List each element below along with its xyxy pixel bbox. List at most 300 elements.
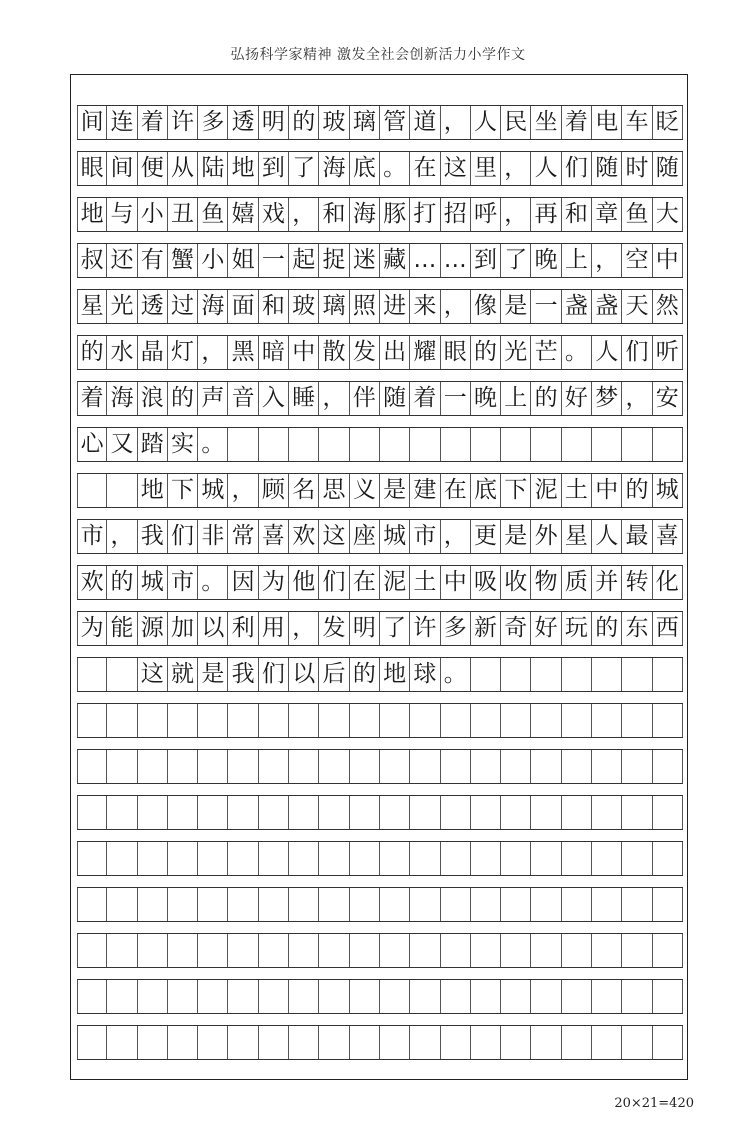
- grid-cell: [198, 704, 228, 737]
- grid-cell: [622, 934, 652, 967]
- grid-cell: [228, 980, 258, 1013]
- grid-cell: 能: [107, 612, 137, 645]
- grid-cell: [350, 1026, 380, 1059]
- grid-cell: [471, 658, 501, 691]
- grid-cell: [410, 934, 440, 967]
- grid-cell: [531, 428, 561, 461]
- grid-cell: [471, 934, 501, 967]
- grid-cell: 晚: [471, 382, 501, 415]
- grid-cell: 最: [622, 520, 652, 553]
- grid-cell: [168, 750, 198, 783]
- grid-cell: [259, 842, 289, 875]
- grid-cell: [77, 934, 107, 967]
- grid-cell: [471, 704, 501, 737]
- grid-cell: 眼: [77, 152, 107, 185]
- grid-cell: 透: [228, 106, 258, 139]
- grid-cell: 奇: [501, 612, 531, 645]
- grid-cell: 物: [531, 566, 561, 599]
- grid-cell: 星: [562, 520, 592, 553]
- grid-cell: 喜: [653, 520, 683, 553]
- grid-cell: [138, 1026, 168, 1059]
- grid-cell: 出: [380, 336, 410, 369]
- grid-cell: [107, 980, 137, 1013]
- grid-cell: 他: [289, 566, 319, 599]
- grid-cell: 是: [501, 520, 531, 553]
- grid-cell: [259, 1026, 289, 1059]
- grid-cell: [350, 980, 380, 1013]
- grid-cell: ，: [501, 198, 531, 231]
- grid-cell: [380, 842, 410, 875]
- grid-cell: 耀: [410, 336, 440, 369]
- grid-cell: [198, 980, 228, 1013]
- grid-cell: 地: [138, 474, 168, 507]
- grid-cell: 与: [107, 198, 137, 231]
- grid-cell: 水: [107, 336, 137, 369]
- grid-cell: 城: [138, 566, 168, 599]
- grid-cell: 上: [562, 244, 592, 277]
- grid-cell: 蟹: [168, 244, 198, 277]
- grid-row: [77, 749, 683, 784]
- grid-cell: [107, 796, 137, 829]
- grid-cell: 上: [501, 382, 531, 415]
- grid-cell: [380, 428, 410, 461]
- grid-cell: [501, 934, 531, 967]
- grid-cell: [380, 934, 410, 967]
- grid-cell: [198, 934, 228, 967]
- grid-cell: [350, 796, 380, 829]
- grid-cell: 安: [653, 382, 683, 415]
- grid-cell: [562, 796, 592, 829]
- grid-cell: [592, 980, 622, 1013]
- grid-cell: 呼: [471, 198, 501, 231]
- grid-cell: 到: [471, 244, 501, 277]
- grid-cell: [138, 888, 168, 921]
- grid-cell: [622, 750, 652, 783]
- grid-cell: 来: [410, 290, 440, 323]
- grid-cell: [653, 934, 683, 967]
- grid-cell: 海: [198, 290, 228, 323]
- grid-cell: [107, 750, 137, 783]
- grid-cell: [410, 888, 440, 921]
- grid-cell: 嬉: [228, 198, 258, 231]
- grid-cell: 我: [138, 520, 168, 553]
- grid-cell: [501, 980, 531, 1013]
- grid-cell: 为: [259, 566, 289, 599]
- grid-cell: 实: [168, 428, 198, 461]
- grid-cell: 底: [471, 474, 501, 507]
- grid-cell: 质: [562, 566, 592, 599]
- grid-cell: 以: [289, 658, 319, 691]
- grid-cell: 小: [198, 244, 228, 277]
- grid-cell: 星: [77, 290, 107, 323]
- grid-cell: 随: [653, 152, 683, 185]
- grid-cell: 们: [259, 658, 289, 691]
- grid-cell: [410, 1026, 440, 1059]
- grid-cell: [562, 888, 592, 921]
- grid-cell: [319, 888, 349, 921]
- grid-cell: 常: [228, 520, 258, 553]
- grid-cell: 许: [410, 612, 440, 645]
- grid-cell: [259, 796, 289, 829]
- grid-cell: 光: [501, 336, 531, 369]
- grid-cell: …: [441, 244, 471, 277]
- grid-cell: [138, 750, 168, 783]
- grid-cell: 的: [289, 106, 319, 139]
- grid-row: [77, 887, 683, 922]
- grid-cell: 许: [168, 106, 198, 139]
- grid-cell: [107, 658, 137, 691]
- grid-cell: 海: [107, 382, 137, 415]
- grid-cell: [653, 1026, 683, 1059]
- grid-cell: 的: [350, 658, 380, 691]
- grid-cell: 的: [77, 336, 107, 369]
- grid-cell: [77, 1026, 107, 1059]
- grid-cell: 面: [228, 290, 258, 323]
- grid-cell: [441, 980, 471, 1013]
- grid-cell: [289, 750, 319, 783]
- grid-cell: [531, 934, 561, 967]
- grid-cell: [531, 980, 561, 1013]
- grid-cell: [410, 842, 440, 875]
- grid-cell: [228, 934, 258, 967]
- grid-cell: 市: [77, 520, 107, 553]
- grid-cell: [471, 1026, 501, 1059]
- grid-cell: 更: [471, 520, 501, 553]
- grid-cell: 非: [198, 520, 228, 553]
- grid-cell: 时: [622, 152, 652, 185]
- grid-cell: [410, 980, 440, 1013]
- grid-cell: [168, 888, 198, 921]
- grid-cell: [289, 704, 319, 737]
- grid-cell: 发: [350, 336, 380, 369]
- grid-cell: [228, 842, 258, 875]
- grid-cell: 眨: [653, 106, 683, 139]
- grid-row: [77, 611, 683, 646]
- grid-cell: [441, 796, 471, 829]
- grid-cell: 海: [350, 198, 380, 231]
- grid-cell: 市: [168, 566, 198, 599]
- grid-cell: [592, 842, 622, 875]
- grid-cell: 这: [441, 152, 471, 185]
- grid-row: [77, 657, 683, 692]
- grid-cell: 进: [380, 290, 410, 323]
- grid-cell: 明: [259, 106, 289, 139]
- grid-cell: 晶: [138, 336, 168, 369]
- grid-cell: 照: [350, 290, 380, 323]
- grid-cell: 随: [380, 382, 410, 415]
- grid-cell: [107, 474, 137, 507]
- grid-cell: [319, 704, 349, 737]
- grid-cell: 章: [592, 198, 622, 231]
- grid-cell: 叔: [77, 244, 107, 277]
- grid-cell: 然: [653, 290, 683, 323]
- grid-cell: [350, 934, 380, 967]
- grid-cell: 并: [592, 566, 622, 599]
- grid-cell: [138, 934, 168, 967]
- grid-cell: 着: [138, 106, 168, 139]
- grid-cell: 散: [319, 336, 349, 369]
- grid-cell: 了: [289, 152, 319, 185]
- grid-cell: [380, 750, 410, 783]
- grid-cell: [350, 842, 380, 875]
- grid-cell: [77, 750, 107, 783]
- grid-cell: [289, 1026, 319, 1059]
- grid-row: [77, 979, 683, 1014]
- grid-cell: 转: [622, 566, 652, 599]
- grid-cell: 着: [77, 382, 107, 415]
- grid-cell: [168, 704, 198, 737]
- grid-row: [77, 565, 683, 600]
- grid-cell: 又: [107, 428, 137, 461]
- grid-cell: 音: [228, 382, 258, 415]
- grid-cell: [198, 796, 228, 829]
- grid-cell: [622, 658, 652, 691]
- grid-cell: [380, 888, 410, 921]
- grid-cell: ，: [228, 474, 258, 507]
- grid-cell: 中: [289, 336, 319, 369]
- grid-cell: [562, 1026, 592, 1059]
- grid-cell: 大: [653, 198, 683, 231]
- grid-cell: 盏: [592, 290, 622, 323]
- grid-cell: [531, 658, 561, 691]
- grid-cell: 着: [410, 382, 440, 415]
- grid-cell: 璃: [350, 106, 380, 139]
- grid-cell: 因: [228, 566, 258, 599]
- grid-cell: [592, 704, 622, 737]
- grid-cell: 戏: [259, 198, 289, 231]
- grid-cell: [228, 888, 258, 921]
- grid-cell: 的: [168, 382, 198, 415]
- grid-cell: [107, 842, 137, 875]
- grid-cell: 便: [138, 152, 168, 185]
- grid-cell: [653, 842, 683, 875]
- grid-cell: [653, 750, 683, 783]
- grid-cell: [168, 842, 198, 875]
- grid-cell: ，: [592, 244, 622, 277]
- grid-cell: 起: [289, 244, 319, 277]
- grid-cell: 收: [501, 566, 531, 599]
- grid-row: [77, 427, 683, 462]
- grid-cell: ，: [441, 290, 471, 323]
- grid-cell: [501, 1026, 531, 1059]
- grid-cell: 打: [410, 198, 440, 231]
- grid-cell: 管: [380, 106, 410, 139]
- grid-row: [77, 933, 683, 968]
- grid-cell: [168, 1026, 198, 1059]
- grid-cell: [562, 428, 592, 461]
- grid-cell: 豚: [380, 198, 410, 231]
- grid-row: [77, 151, 683, 186]
- grid-row: [77, 473, 683, 508]
- grid-cell: [441, 842, 471, 875]
- grid-cell: 和: [319, 198, 349, 231]
- grid-cell: 在: [410, 152, 440, 185]
- grid-cell: 的: [592, 612, 622, 645]
- grid-row: [77, 197, 683, 232]
- grid-cell: 了: [501, 244, 531, 277]
- grid-cell: [138, 796, 168, 829]
- grid-cell: [441, 428, 471, 461]
- grid-cell: 们: [562, 152, 592, 185]
- grid-cell: 发: [319, 612, 349, 645]
- grid-cell: [77, 474, 107, 507]
- grid-cell: 市: [410, 520, 440, 553]
- grid-cell: 多: [441, 612, 471, 645]
- grid-cell: [410, 428, 440, 461]
- grid-cell: [259, 750, 289, 783]
- grid-cell: 声: [198, 382, 228, 415]
- grid-cell: [77, 658, 107, 691]
- grid-cell: [289, 934, 319, 967]
- grid-cell: 座: [350, 520, 380, 553]
- grid-cell: [319, 980, 349, 1013]
- grid-cell: ，: [441, 520, 471, 553]
- grid-cell: 欢: [77, 566, 107, 599]
- grid-cell: 化: [653, 566, 683, 599]
- grid-cell: 城: [380, 520, 410, 553]
- grid-cell: [77, 888, 107, 921]
- grid-cell: ，: [289, 612, 319, 645]
- grid-cell: [501, 888, 531, 921]
- grid-cell: 车: [622, 106, 652, 139]
- grid-cell: 眼: [441, 336, 471, 369]
- grid-cell: 们: [622, 336, 652, 369]
- grid-cell: [562, 704, 592, 737]
- grid-size-label: 20×21=420: [614, 1096, 694, 1111]
- grid-cell: [319, 796, 349, 829]
- grid-cell: 入: [259, 382, 289, 415]
- grid-cell: 人: [592, 336, 622, 369]
- grid-cell: [289, 888, 319, 921]
- grid-cell: [622, 796, 652, 829]
- grid-cell: 盏: [562, 290, 592, 323]
- grid-cell: [471, 888, 501, 921]
- grid-cell: [228, 796, 258, 829]
- grid-cell: 鱼: [198, 198, 228, 231]
- grid-cell: 天: [622, 290, 652, 323]
- grid-cell: 中: [441, 566, 471, 599]
- grid-cell: [380, 980, 410, 1013]
- grid-cell: 是: [501, 290, 531, 323]
- grid-cell: 这: [138, 658, 168, 691]
- grid-cell: ，: [198, 336, 228, 369]
- grid-cell: [501, 796, 531, 829]
- grid-cell: 外: [531, 520, 561, 553]
- grid-cell: [592, 1026, 622, 1059]
- grid-cell: 像: [471, 290, 501, 323]
- grid-cell: 和: [562, 198, 592, 231]
- grid-row: [77, 335, 683, 370]
- grid-cell: 捉: [319, 244, 349, 277]
- grid-row: [77, 703, 683, 738]
- grid-cell: ，: [501, 152, 531, 185]
- grid-cell: [289, 428, 319, 461]
- grid-cell: 光: [107, 290, 137, 323]
- grid-cell: [562, 658, 592, 691]
- grid-cell: [653, 980, 683, 1013]
- grid-cell: 用: [259, 612, 289, 645]
- grid-cell: [259, 704, 289, 737]
- grid-cell: 芒: [531, 336, 561, 369]
- grid-cell: [653, 796, 683, 829]
- grid-cell: 的: [622, 474, 652, 507]
- grid-cell: 玩: [562, 612, 592, 645]
- grid-cell: [198, 888, 228, 921]
- grid-cell: 一: [259, 244, 289, 277]
- grid-cell: 璃: [319, 290, 349, 323]
- grid-cell: [350, 428, 380, 461]
- grid-cell: 为: [77, 612, 107, 645]
- grid-row: [77, 795, 683, 830]
- grid-cell: 人: [592, 520, 622, 553]
- grid-cell: 到: [259, 152, 289, 185]
- grid-row: [77, 381, 683, 416]
- writing-grid: [77, 105, 683, 1071]
- grid-cell: [441, 888, 471, 921]
- grid-cell: 浪: [138, 382, 168, 415]
- grid-cell: 好: [562, 382, 592, 415]
- grid-cell: [501, 842, 531, 875]
- grid-cell: 电: [592, 106, 622, 139]
- grid-cell: [350, 750, 380, 783]
- grid-cell: [259, 888, 289, 921]
- grid-row: [77, 1025, 683, 1060]
- grid-cell: 的: [471, 336, 501, 369]
- grid-cell: 踏: [138, 428, 168, 461]
- grid-cell: [168, 934, 198, 967]
- grid-row: [77, 243, 683, 278]
- grid-cell: [441, 704, 471, 737]
- grid-cell: 球: [410, 658, 440, 691]
- grid-cell: 再: [531, 198, 561, 231]
- grid-cell: 地: [228, 152, 258, 185]
- grid-cell: 迷: [350, 244, 380, 277]
- grid-cell: [198, 842, 228, 875]
- grid-cell: 在: [441, 474, 471, 507]
- grid-cell: 间: [107, 152, 137, 185]
- grid-cell: 喜: [259, 520, 289, 553]
- grid-cell: [562, 980, 592, 1013]
- grid-cell: 就: [168, 658, 198, 691]
- grid-cell: 丑: [168, 198, 198, 231]
- grid-cell: 睡: [289, 382, 319, 415]
- grid-cell: [289, 842, 319, 875]
- grid-cell: [380, 1026, 410, 1059]
- grid-cell: [77, 796, 107, 829]
- grid-cell: [531, 1026, 561, 1059]
- grid-cell: [289, 796, 319, 829]
- grid-cell: 黑: [228, 336, 258, 369]
- grid-cell: [441, 934, 471, 967]
- composition-sheet: [70, 74, 688, 1080]
- grid-cell: [471, 980, 501, 1013]
- grid-cell: 地: [77, 198, 107, 231]
- grid-cell: 从: [168, 152, 198, 185]
- grid-cell: 梦: [592, 382, 622, 415]
- grid-cell: 名: [289, 474, 319, 507]
- grid-cell: 建: [410, 474, 440, 507]
- grid-cell: 人: [531, 152, 561, 185]
- grid-cell: [441, 750, 471, 783]
- grid-cell: 鱼: [622, 198, 652, 231]
- grid-cell: 好: [531, 612, 561, 645]
- grid-cell: [562, 842, 592, 875]
- grid-cell: 随: [592, 152, 622, 185]
- grid-cell: [622, 842, 652, 875]
- grid-cell: 和: [259, 290, 289, 323]
- grid-cell: 小: [138, 198, 168, 231]
- grid-cell: [138, 842, 168, 875]
